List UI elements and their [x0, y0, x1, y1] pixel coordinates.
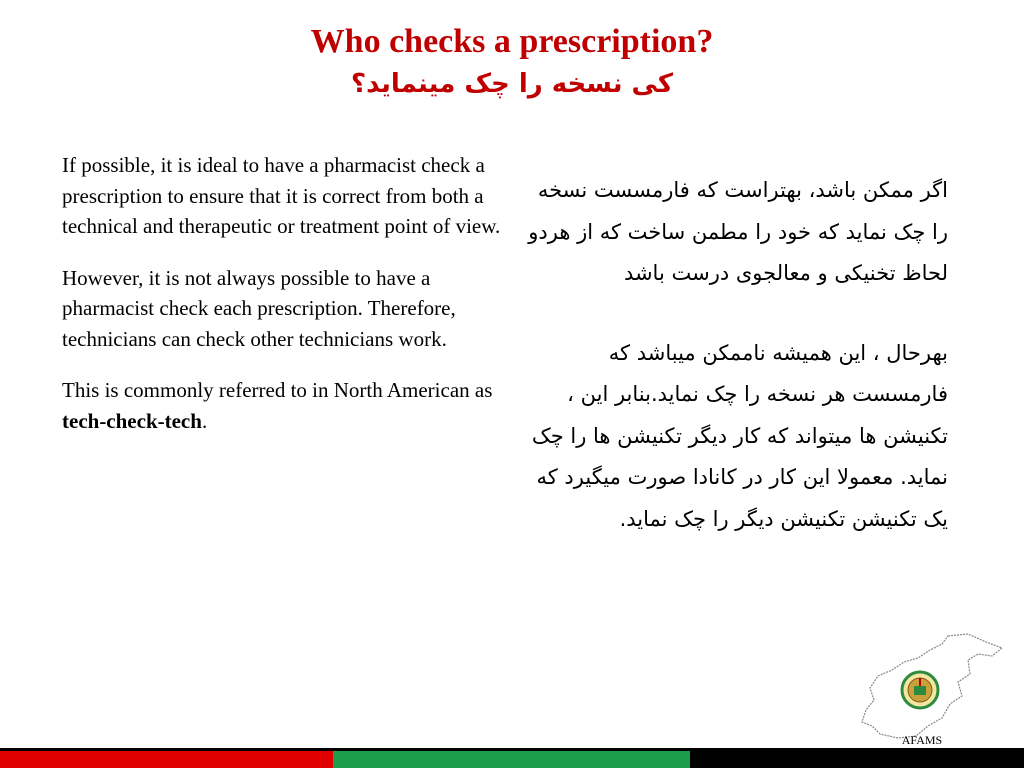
farsi-paragraph-2: بهرحال ، این همیشه ناممکن میباشد که فارمسست هر نسخه را چک نماید.بنابر این ، تکنیشن ها میتواند که کار دیگر تکنیشن ها را چک نماید. معمولا این کار در کانادا صورت میگیرد که یک تکنیشن تکنیشن دیگر را چک نماید.	[531, 340, 948, 531]
english-paragraph-1: If possible, it is ideal to have a pharmacist check a prescription to ensure that it is correct from both a technical and therapeutic or treatment point of view.	[62, 153, 501, 238]
farsi-text-column	[520, 170, 948, 578]
english-paragraph-3	[62, 375, 524, 436]
paragraph-3-text: This is commonly referred to in North American as	[62, 378, 493, 402]
flag-green-segment	[333, 748, 690, 768]
slide-title: Who checks a prescription?	[310, 23, 714, 60]
afams-emblem-icon	[902, 672, 938, 708]
flag-red-segment	[0, 748, 333, 768]
afams-label: AFAMS	[901, 733, 943, 747]
farsi-paragraph-1: اگر ممکن باشد، بهتراست که فارمسست نسخه را چک نماید که خود را مطمن ساخت که از هردو لحاظ تخنیکی و معالجوی درست باشد	[528, 178, 948, 285]
flag-top-line	[0, 748, 1024, 751]
afghan-flag-stripe	[0, 748, 1024, 768]
english-paragraph-2: However, it is not always possible to have a pharmacist check each prescription. Therefore, technicians can check other technicians work.	[62, 265, 456, 351]
paragraph-3-period: .	[201, 408, 208, 433]
flag-black-segment	[690, 748, 1024, 768]
slide-title-farsi: کی نسخه را چک مینماید؟	[351, 69, 673, 99]
english-text-column	[62, 150, 524, 457]
afghanistan-map-icon	[858, 630, 1004, 742]
tech-check-tech-term: tech-check-tech	[62, 408, 202, 433]
